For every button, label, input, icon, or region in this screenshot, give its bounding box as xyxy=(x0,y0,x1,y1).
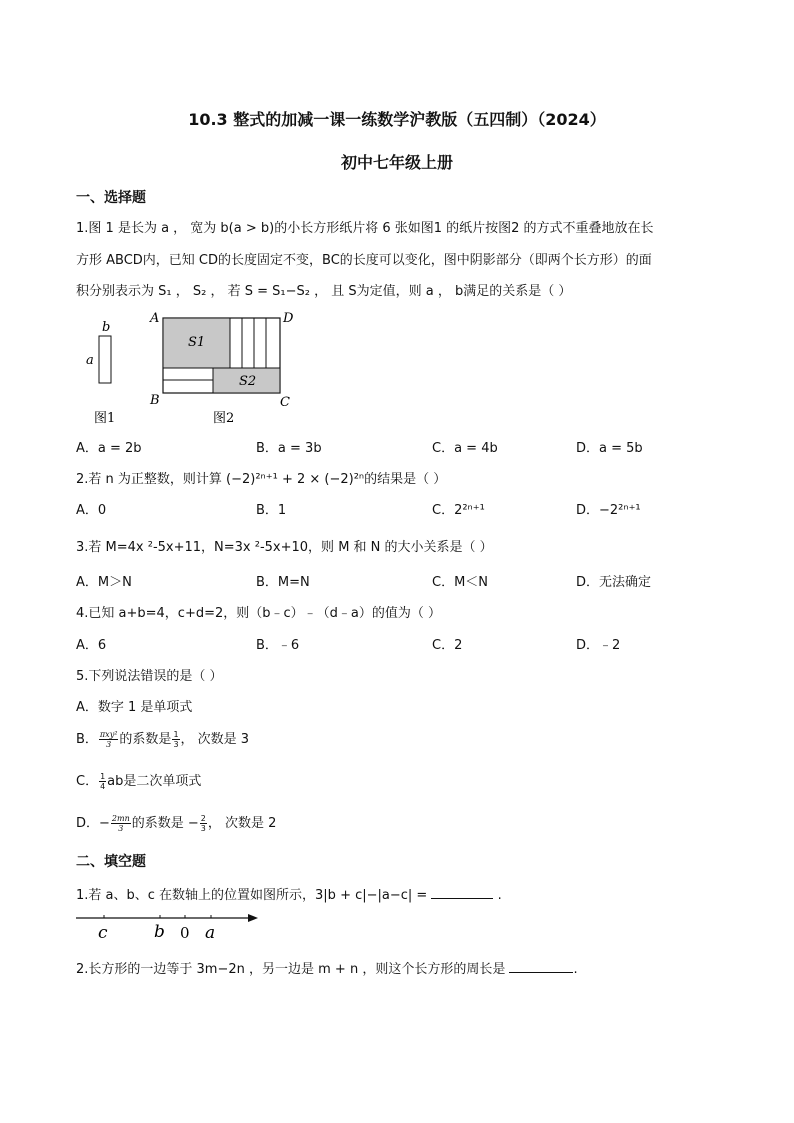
q2-option-d: D．−2²ⁿ⁺¹ xyxy=(576,503,641,518)
fig2-label-A: A xyxy=(150,311,160,326)
q1-line2: 方形 ABCD内，已知 CD的长度固定不变，BC的长度可以变化，图中阴影部分（即两个长方形）的面 xyxy=(76,253,652,268)
q5-option-b: B． $\frac{\text{πxy²}}{3}$ 的系数是 $\frac{1}{3}$ ， 次数是 3 xyxy=(76,730,250,749)
f1-stem: 1.若 a、b、c 在数轴上的位置如图所示，3|b + c|−|a−c| = . xyxy=(76,888,502,903)
fig2-label-C: C xyxy=(280,395,290,410)
q1-option-a: A．a = 2b xyxy=(76,441,142,456)
number-line xyxy=(76,906,266,942)
fig1-small-rectangle xyxy=(99,336,111,383)
number-line-label-a: a xyxy=(205,923,216,942)
q2-option-a: A．0 xyxy=(76,503,107,518)
q4-stem: 4.已知 a+b=4，c+d=2，则（b﹣c）﹣（d﹣a）的值为（ ） xyxy=(76,606,442,621)
page-subtitle: 初中七年级上册 xyxy=(340,153,453,172)
number-line-label-b: b xyxy=(154,922,165,942)
fig1-label-a: a xyxy=(86,353,94,368)
fig2-label-s2: S2 xyxy=(239,374,257,389)
fig2-label-B: B xyxy=(150,393,160,408)
fig2-label-s1: S1 xyxy=(188,335,206,350)
section-heading-fill: 二、填空题 xyxy=(76,854,146,870)
section-heading-choice: 一、选择题 xyxy=(76,190,146,206)
q2-option-c: C．2²ⁿ⁺¹ xyxy=(432,503,485,518)
q1-line1: 1.图 1 是长为 a ， 宽为 b(a > b)的小长方形纸片将 6 张如图1 的纸片按图2 的方式不重叠地放在长 xyxy=(76,221,654,236)
q4-option-b: B．﹣6 xyxy=(256,638,300,653)
q3-option-c: C．M＜N xyxy=(432,575,489,590)
fig2-caption: 图2 xyxy=(213,411,235,426)
f1-answer-blank[interactable] xyxy=(431,898,493,899)
q5-option-a: A．数字 1 是单项式 xyxy=(76,700,193,715)
q5-option-c: C． $\frac{1}{4}$ ab是二次单项式 xyxy=(76,772,202,791)
q4-option-c: C．2 xyxy=(432,638,463,653)
fig1-label-b: b xyxy=(102,320,111,335)
q3-option-a: A．M＞N xyxy=(76,575,132,590)
q4-option-a: A．6 xyxy=(76,638,107,653)
q1-option-d: D．a = 5b xyxy=(576,441,643,456)
q4-option-d: D．﹣2 xyxy=(576,638,621,653)
fig2-label-D: D xyxy=(283,311,294,326)
fig1-caption: 图1 xyxy=(94,411,116,426)
q5-stem: 5.下列说法错误的是（ ） xyxy=(76,669,223,684)
q1-line3: 积分别表示为 S₁ ， S₂ ， 若 S = S₁−S₂ ， 且 S为定值，则 a ， b满足的关系是（ ） xyxy=(76,284,572,299)
q5-option-d: D．− $\frac{2mn}{3}$ 的系数是 − $\frac{2}{3}$ ， 次数是 2 xyxy=(76,814,277,833)
number-line-label-c: c xyxy=(98,923,108,942)
q3-stem: 3.若 M=4x ²-5x+11，N=3x ²-5x+10，则 M 和 N 的大小关系是（ ） xyxy=(76,540,493,555)
q3-option-b: B．M=N xyxy=(256,575,310,590)
page-title: 10.3 整式的加减一课一练数学沪教版（五四制）（2024） xyxy=(188,110,606,129)
q1-option-c: C．a = 4b xyxy=(432,441,498,456)
f2-answer-blank[interactable] xyxy=(509,972,573,973)
number-line-label-0: 0 xyxy=(180,924,190,942)
number-line-arrow-icon xyxy=(248,914,258,922)
q2-stem: 2.若 n 为正整数，则计算 (−2)²ⁿ⁺¹ + 2 × (−2)²ⁿ的结果是（ ） xyxy=(76,472,447,487)
q2-option-b: B．1 xyxy=(256,503,287,518)
q1-figure xyxy=(76,306,316,428)
q3-option-d: D．无法确定 xyxy=(576,575,652,590)
q1-option-b: B．a = 3b xyxy=(256,441,322,456)
f2-stem: 2.长方形的一边等于 3m−2n ，另一边是 m + n ，则这个长方形的周长是 . xyxy=(76,962,578,977)
